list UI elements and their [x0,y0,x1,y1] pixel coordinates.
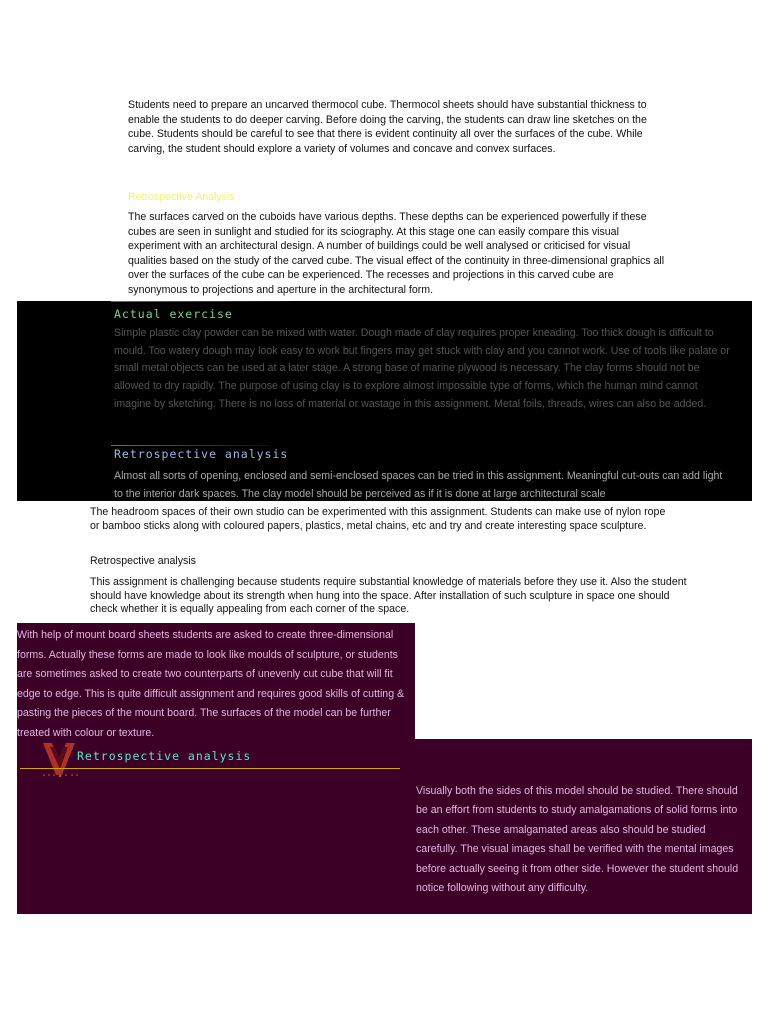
visual-study-text: Visually both the sides of this model should be studied. There should be an effort from students to study amalgamations of solid forms into each other. These amalgamated areas also should be studied carefully. The visual images shall be verified with the mental images before actually seeing it from other side. However the student should notice following without any difficulty. [416,785,739,895]
clay-exercise-panel [17,301,752,501]
actual-exercise-heading: Actual exercise [114,307,233,321]
retrospective-analysis-heading-4: Retrospective analysis [77,749,252,763]
panel-accent-line [111,445,271,446]
decorative-dots-icon [42,772,82,778]
heading-underline [20,768,400,769]
clay-analysis-text: Almost all sorts of opening, enclosed and semi-enclosed spaces can be tried in this assignment. Meaningful cut-outs can add light to the interior dark spaces. The clay model should be perceived as if it is done at large architectural scale [114,470,723,500]
retrospective-analysis-heading-1: Retrospective Analysis [128,191,235,203]
mount-board-text: With help of mount board sheets students are asked to create three-dimensional forms. Actually these forms are made to look like moulds of sculpture, or students are sometimes asked to create two counterparts of unevenly cut cube that will fit edge to edge. This is quite difficult assignment and requires good skills of cutting & pasting the pieces of the mount board. The surfaces of the model can be further treated with colour or texture. [17,629,405,739]
clay-exercise-text: Simple plastic clay powder can be mixed with water. Dough made of clay requires proper kneading. Too thick dough is difficult to mould. Too watery dough may look easy to work but fingers may get stuck with clay and you cannot work. Use of tools like palate or small metal objects can be used at a later stage. A strong base of marine plywood is necessary. The clay forms should not be allowed to dry rapidly. The purpose of using clay is to explore almost impossible type of forms, which the human mind cannot imagine by sketching. There is no loss of material or wastage in this assignment. Metal foils, threads, wires can also be added. [114,327,730,410]
retrospective-analysis-heading-3: Retrospective analysis [90,555,196,567]
carved-cube-analysis-paragraph: The surfaces carved on the cuboids have various depths. These depths can be experienced powerfully if these cubes are seen in sunlight and studied for its sciography. At this stage one can easily compare this visual experiment with an architectural design. A number of buildings could be well analysed or criticised for visual qualities based on the study of the carved cube. The visual effect of the continuity in three-dimensional graphics all over the surfaces of the cube can be experienced. The recesses and projections in this carved cube are synonymous to projections and aperture in the architectural form. [128,211,665,296]
space-sculpture-paragraph: The headroom spaces of their own studio can be experimented with this assignment. Students can make use of nylon rope or bamboo sticks along with coloured papers, plastics, metal chains, etc and try and create interesting space sculpture. [90,506,666,532]
retrospective-analysis-heading-2: Retrospective analysis [114,447,289,461]
panel-accent-line [111,301,291,302]
space-sculpture-analysis: This assignment is challenging because students require substantial knowledge of materials before they use it. Also the student should have knowledge about its strength when hung into the space. After installation of such sculpture in space one should check whether it is equally appealing from each corner of the space. [90,576,687,615]
thermocol-intro-paragraph: Students need to prepare an uncarved thermocol cube. Thermocol sheets should have substantial thickness to enable the students to do deeper carving. Before doing the carving, the students can draw line sketches on the cube. Students should be careful to see that there is evident continuity all over the surfaces of the cube. While carving, the student should explore a variety of volumes and concave and convex surfaces. [128,99,647,155]
